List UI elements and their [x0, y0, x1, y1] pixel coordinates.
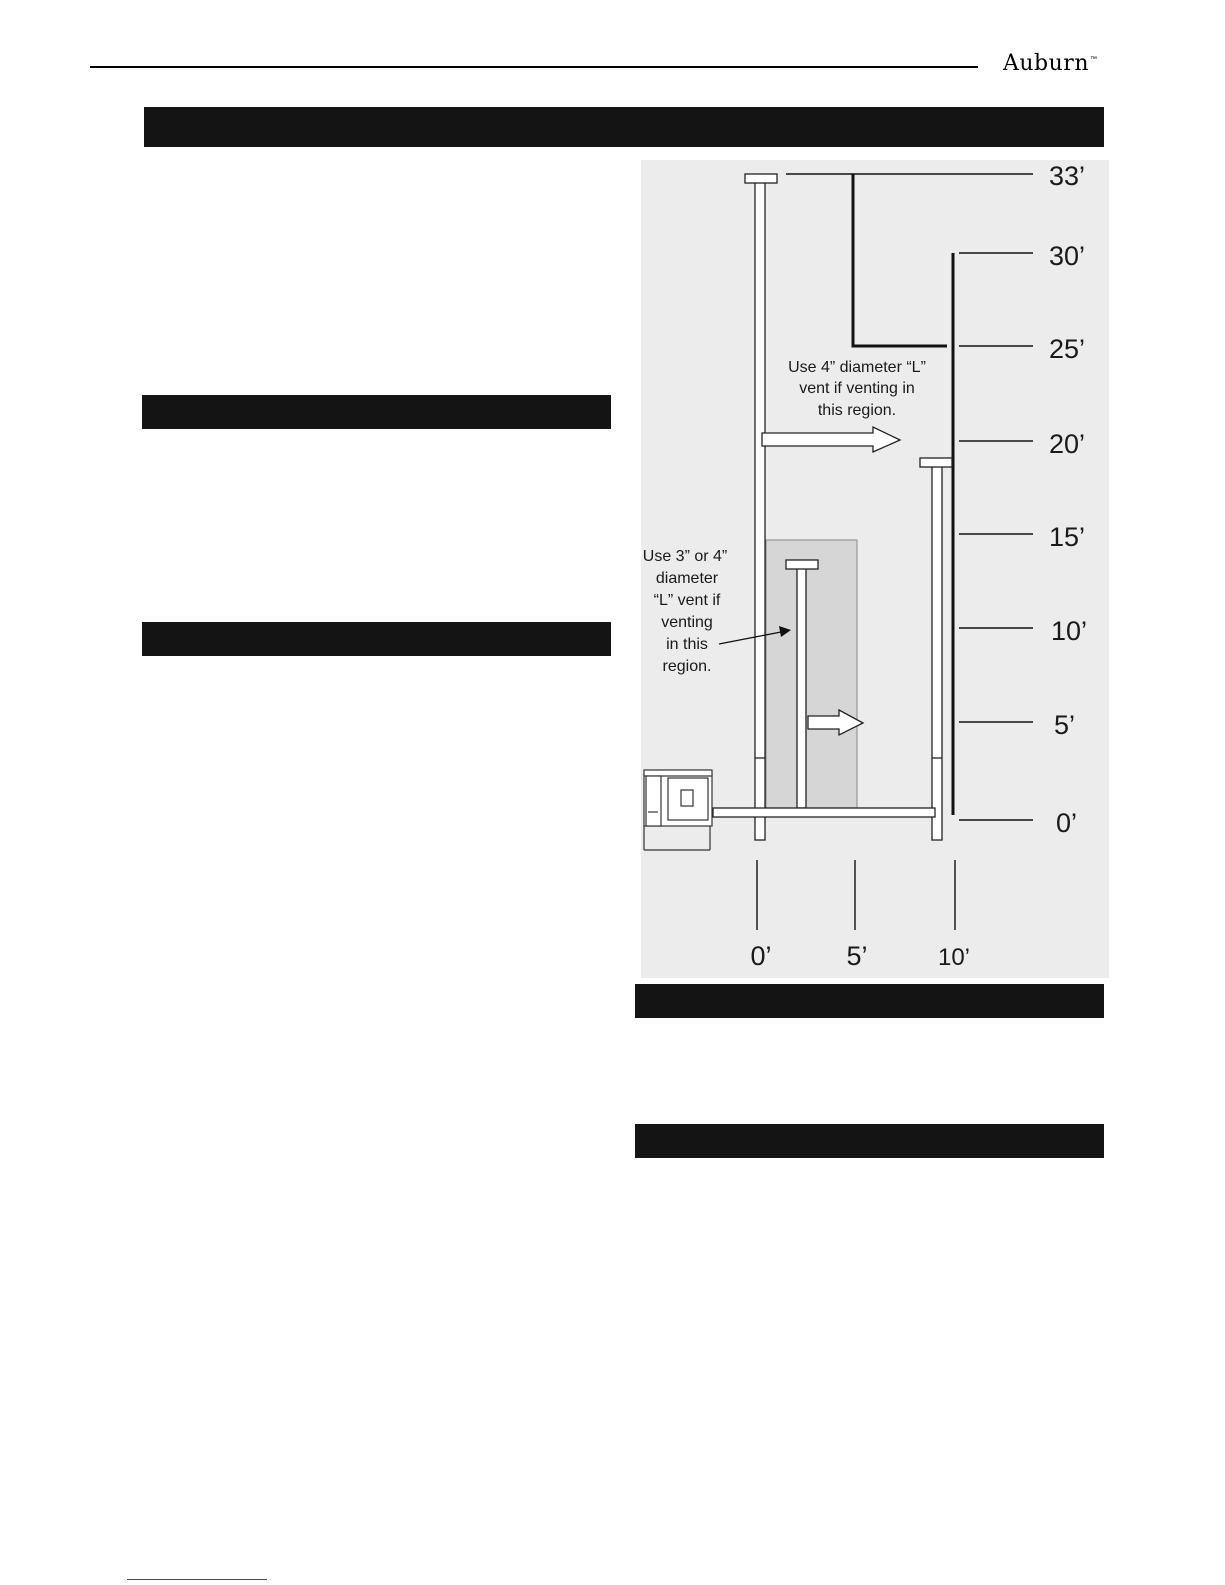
- height-label-25: 25’: [1049, 334, 1086, 364]
- note-3or4in-line-1: Use 3” or 4”: [642, 548, 728, 565]
- height-label-30: 30’: [1049, 241, 1086, 271]
- brand-logo: [1003, 48, 1097, 80]
- width-scale-labels: [750, 941, 970, 971]
- stove-appliance-icon: [644, 770, 712, 850]
- right-vent-pipe: [920, 458, 952, 840]
- note-3or4in-region: [643, 548, 727, 675]
- header-rule: [90, 66, 978, 68]
- arrow-icon-upper-region: [762, 427, 900, 452]
- venting-diagram-svg: [641, 160, 1109, 978]
- note-4in-line-2: vent if venting in: [799, 380, 915, 397]
- width-label-5: 5’: [846, 941, 868, 971]
- height-label-0: 0’: [1056, 808, 1078, 838]
- horizontal-vent-pipe: [713, 808, 935, 817]
- height-scale-labels: [1049, 161, 1087, 838]
- note-3or4in-line-3: “L” vent if: [653, 592, 721, 609]
- width-label-0: 0’: [750, 941, 772, 971]
- note-4in-line-3: this region.: [817, 402, 897, 419]
- note-3or4in-line-4: venting: [661, 614, 713, 631]
- note-3or4in-line-6: region.: [662, 658, 712, 675]
- note-3or4in-line-2: diameter: [655, 570, 719, 587]
- width-label-10: 10’: [937, 944, 971, 971]
- section-header-bar-left-2: [142, 622, 611, 656]
- height-label-15: 15’: [1049, 522, 1086, 552]
- logo-wordmark: Auburn: [1003, 51, 1089, 76]
- shaded-vent-region: [766, 540, 857, 808]
- venting-height-diagram: [641, 160, 1109, 978]
- width-scale-ticks: [757, 860, 955, 930]
- height-label-20: 20’: [1049, 429, 1086, 459]
- height-label-33: 33’: [1049, 161, 1086, 191]
- height-label-10: 10’: [1051, 616, 1088, 646]
- note-3or4in-line-5: in this: [666, 636, 708, 653]
- note-4in-region: [788, 359, 926, 419]
- note-4in-line-1: Use 4” diameter “L”: [788, 359, 926, 376]
- trademark-symbol: ™: [1090, 56, 1097, 63]
- section-header-bar-left-1: [142, 395, 611, 429]
- height-label-5: 5’: [1054, 710, 1076, 740]
- footer-link-underline: [127, 1579, 267, 1580]
- section-header-bar-right-2: [635, 1124, 1104, 1158]
- section-header-bar-right-1: [635, 984, 1104, 1018]
- section-header-bar-top: [144, 107, 1104, 147]
